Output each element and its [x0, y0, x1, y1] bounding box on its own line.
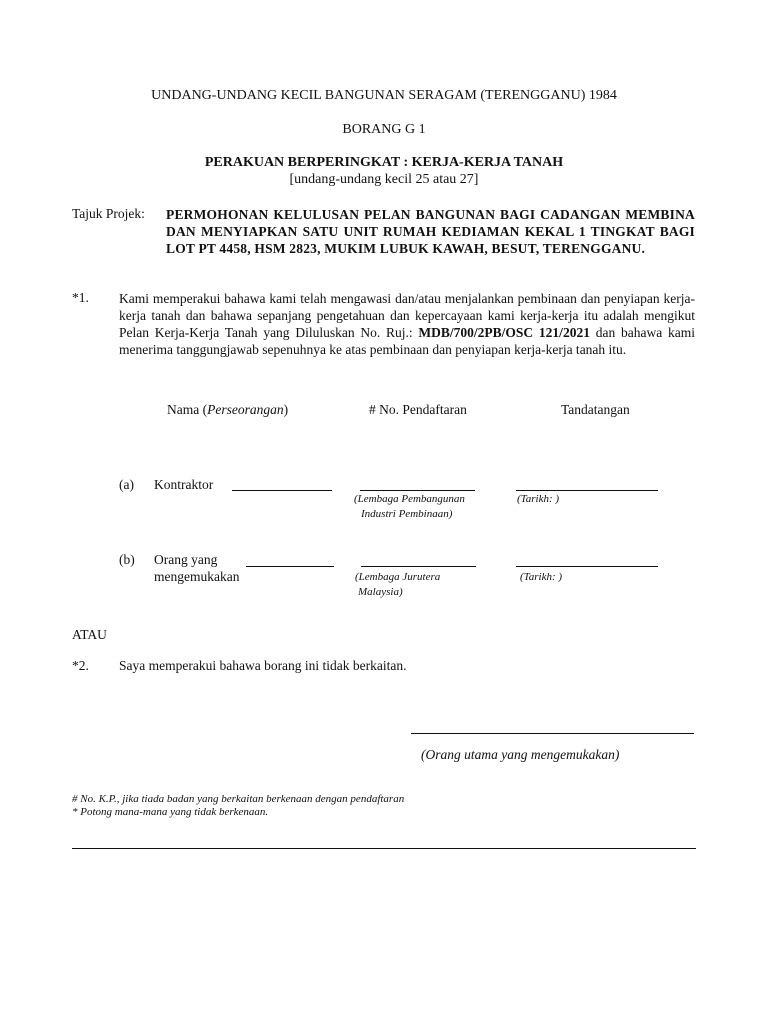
- row-b-marker: (b): [119, 552, 135, 567]
- row-b-reg-note-2: Malaysia): [358, 586, 403, 598]
- row-b-reg-line[interactable]: [361, 566, 476, 567]
- footnote-asterisk: * Potong mana-mana yang tidak berkenaan.: [72, 806, 269, 818]
- bottom-rule: [72, 848, 696, 849]
- row-a-date-note: (Tarikh: ): [517, 493, 560, 505]
- main-signatory-caption: (Orang utama yang mengemukakan): [421, 747, 620, 762]
- form-title: PERAKUAN BERPERINGKAT : KERJA-KERJA TANAH: [204, 155, 564, 170]
- section1-marker: *1.: [72, 290, 89, 305]
- form-number: BORANG G 1: [342, 122, 426, 137]
- section1-paragraph: [119, 290, 695, 358]
- or-separator: ATAU: [72, 627, 107, 642]
- row-b-signature-line[interactable]: [516, 566, 658, 567]
- row-a-name-line[interactable]: [232, 490, 332, 491]
- row-b-label-1: Orang yang: [154, 552, 218, 567]
- project-title: PERMOHONAN KELULUSAN PELAN BANGUNAN BAGI CADANGAN MEMBINA DAN MENYIAPKAN SATU UNIT RUMAH KEDIAMAN KEKAL 1 TINGKAT BAGI LOT PT 4458, HSM 2823, MUKIM LUBUK KAWAH, BESUT, TERENGGANU.: [166, 207, 695, 256]
- column-name-heading: Nama (Perseorangan): [167, 402, 289, 417]
- row-b-label-2: mengemukakan: [154, 569, 240, 584]
- project-label: Tajuk Projek:: [72, 206, 145, 221]
- form-subtitle: [undang-undang kecil 25 atau 27]: [289, 172, 479, 187]
- law-title: UNDANG-UNDANG KECIL BANGUNAN SERAGAM (TERENGGANU) 1984: [151, 88, 617, 103]
- row-a-signature-line[interactable]: [516, 490, 658, 491]
- section1-text-b: dan bahawa kami menerima tanggungjawab sepenuhnya ke atas pembinaan dan penyiapan kerja-kerja tanah itu.: [119, 325, 695, 357]
- approved-plan-ref-no: MDB/700/2PB/OSC 121/2021: [418, 325, 590, 340]
- column-reg-no-heading: # No. Pendaftaran: [369, 402, 467, 417]
- row-b-reg-note-1: (Lembaga Jurutera: [355, 571, 441, 583]
- row-a-reg-note-2: Industri Pembinaan): [361, 508, 453, 520]
- row-a-marker: (a): [119, 477, 134, 492]
- row-a-reg-line[interactable]: [360, 490, 475, 491]
- section1-text-a: Kami memperakui bahawa kami telah mengawasi dan/atau menjalankan pembinaan dan penyiapan kerja-kerja tanah dan bahawa sepanjang pengetahuan dan kepercayaan kami kerja-kerja itu adalah mengikut Pelan Kerja-Kerja Tanah yang Diluluskan No. Ruj.:: [119, 291, 695, 340]
- row-b-name-line[interactable]: [246, 566, 334, 567]
- main-signatory-line[interactable]: [411, 733, 694, 734]
- section2-text: Saya memperakui bahawa borang ini tidak berkaitan.: [119, 658, 407, 673]
- footnote-hash: # No. K.P., jika tiada badan yang berkaitan berkenaan dengan pendaftaran: [72, 793, 405, 805]
- column-signature-heading: Tandatangan: [561, 402, 630, 417]
- row-b-date-note: (Tarikh: ): [520, 571, 563, 583]
- row-a-label: Kontraktor: [154, 477, 214, 492]
- section2-marker: *2.: [72, 658, 89, 673]
- row-a-reg-note-1: (Lembaga Pembangunan: [354, 493, 465, 505]
